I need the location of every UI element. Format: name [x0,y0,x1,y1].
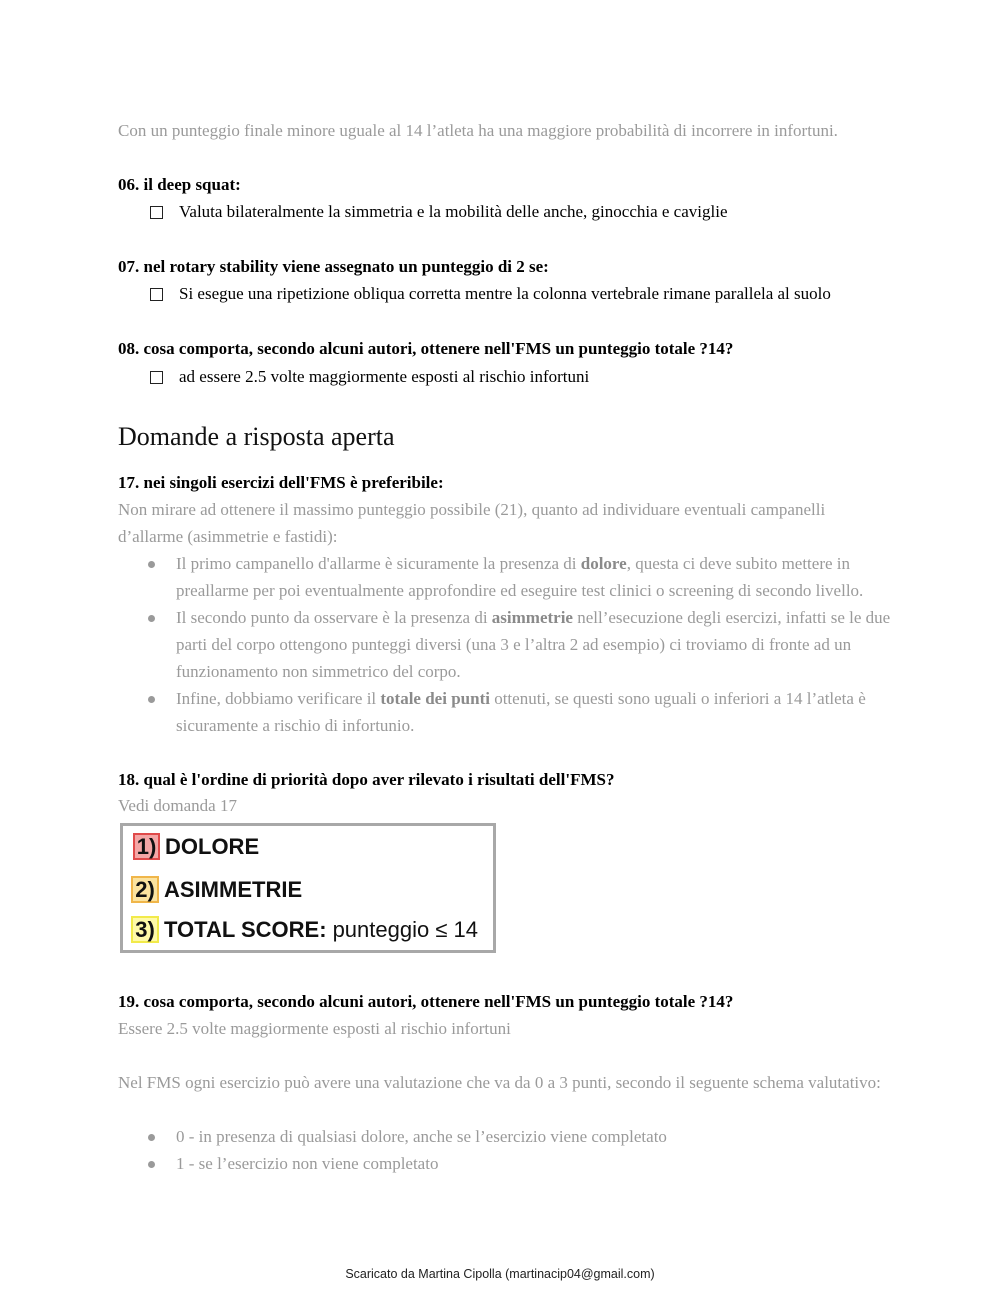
bullet-text: , questa ci deve subito mettere in [626,554,851,573]
list-item [118,685,908,739]
intro-text: Con un punteggio finale minore uguale al 14 l’atleta ha una maggiore probabilità di incorrere in infortuni. [118,121,838,140]
bullet-icon [148,561,155,568]
question-17-bullets [118,550,908,739]
bullet-text: 1 - se l’esercizio non viene completato [176,1154,439,1173]
question-06-title: 06. il deep squat: [118,175,241,194]
bullet-icon [148,615,155,622]
question-19-answer: Essere 2.5 volte maggiormente esposti al rischio infortuni [118,1019,511,1038]
fms-scheme-text: Nel FMS ogni esercizio può avere una valutazione che va da 0 a 3 punti, secondo il seguente schema valutativo: [118,1073,881,1092]
priority-extra-3: punteggio ≤ 14 [332,916,478,942]
priority-image [120,823,496,953]
bullet-text: preallarme per poi eventualmente approfondire ed eseguire test clinici o screening di secondo livello. [176,581,864,600]
bullet-icon [148,696,155,703]
question-17-title: 17. nei singoli esercizi dell'FMS è preferibile: [118,473,444,492]
priority-row-2 [131,876,302,903]
list-item [118,1123,908,1150]
checkbox-icon[interactable] [150,288,163,301]
answer-line: Non mirare ad ottenere il massimo punteggio possibile (21), quanto ad individuare eventuali campanelli [118,500,826,519]
priority-row-1 [133,833,259,860]
priority-number-1: 1) [133,833,160,860]
bullet-text: Infine, dobbiamo verificare il [176,689,381,708]
question-07-option[interactable] [150,284,831,304]
bullet-text: parti del corpo ottengono punteggi diversi (una 3 e l’altra 2 ad esempio) ci troviamo di fronte ad un [176,635,852,654]
option-label: ad essere 2.5 volte maggiormente esposti al rischio infortuni [179,367,590,386]
checkbox-icon[interactable] [150,371,163,384]
list-item [118,604,908,685]
fms-scheme-list [118,1123,908,1177]
checkbox-icon[interactable] [150,206,163,219]
question-17-answer [118,496,898,550]
question-18-answer: Vedi domanda 17 [118,796,237,815]
question-08-title: 08. cosa comporta, secondo alcuni autori, ottenere nell'FMS un punteggio totale ?14? [118,339,734,358]
question-06-option[interactable] [150,202,728,222]
priority-number-2: 2) [131,876,159,903]
bullet-text: sicuramente a rischio di infortunio. [176,716,415,735]
bullet-text: 0 - in presenza di qualsiasi dolore, anche se l’esercizio viene completato [176,1127,667,1146]
bullet-text: Il secondo punto da osservare è la presenza di [176,608,492,627]
bullet-text: nell’esecuzione degli esercizi, infatti se le due [572,608,891,627]
bullet-bold: totale dei punti [380,689,490,708]
bullet-text: funzionamento non simmetrico del corpo. [176,662,461,681]
question-08-option[interactable] [150,367,589,387]
bullet-text: ottenuti, se questi sono uguali o inferiori a 14 l’atleta è [489,689,866,708]
bullet-bold: dolore [580,554,627,573]
footer-download-note: Scaricato da Martina Cipolla (martinacip04@gmail.com) [345,1267,655,1281]
priority-label-2: ASIMMETRIE [164,876,303,902]
section-heading: Domande a risposta aperta [118,422,395,451]
priority-number-3: 3) [131,916,159,943]
option-label: Si esegue una ripetizione obliqua corretta mentre la colonna vertebrale rimane parallela al suolo [179,284,831,303]
priority-label-3: TOTAL SCORE: [164,916,327,942]
bullet-bold: asimmetrie [491,608,573,627]
bullet-text: Il primo campanello d'allarme è sicuramente la presenza di [176,554,581,573]
list-item [118,1150,908,1177]
question-07-title: 07. nel rotary stability viene assegnato un punteggio di 2 se: [118,257,549,276]
bullet-icon [148,1134,155,1141]
question-18-title: 18. qual è l'ordine di priorità dopo aver rilevato i risultati dell'FMS? [118,770,615,789]
question-19-title: 19. cosa comporta, secondo alcuni autori, ottenere nell'FMS un punteggio totale ?14? [118,992,734,1011]
answer-line: d’allarme (asimmetrie e fastidi): [118,527,338,546]
option-label: Valuta bilateralmente la simmetria e la mobilità delle anche, ginocchia e caviglie [179,202,728,221]
list-item [118,550,908,604]
priority-label-1: DOLORE [165,833,260,859]
priority-row-3 [131,916,478,943]
bullet-icon [148,1161,155,1168]
